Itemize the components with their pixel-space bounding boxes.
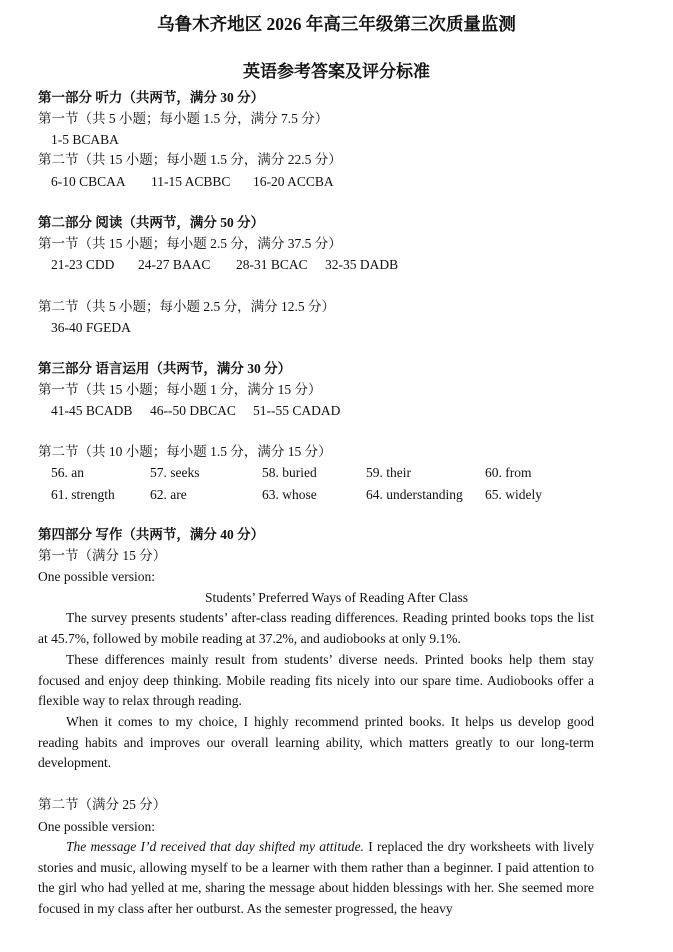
page-subtitle: 英语参考答案及评分标准: [243, 62, 430, 81]
part1-sec1-note: 第一节（共 5 小题；每小题 1.5 分，满分 7.5 分）: [38, 111, 329, 126]
blank-answer: 59. their: [366, 465, 411, 480]
blank-answer: 58. buried: [262, 465, 317, 480]
part4-heading: 第四部分 写作（共两节，满分 40 分）: [38, 527, 265, 542]
answer-group: 11-15 ACBBC: [151, 174, 231, 189]
story-text: I replaced the dry worksheets with lively stories and music, allowing myself to be a learner with them rather than a beginner. I paid attention to the girl who had yelled at me, sharing the message about hidden blessings with her. She seemed more focused in my class after her outburst. As the semester progressed, the heavy: [38, 839, 594, 916]
version-label: One possible version:: [38, 819, 155, 834]
part4-sec1-note: 第一节（满分 15 分）: [38, 548, 167, 563]
part2-heading: 第二部分 阅读（共两节，满分 50 分）: [38, 215, 265, 230]
blank-answer: 56. an: [51, 465, 84, 480]
blank-answer: 64. understanding: [366, 487, 463, 502]
answer-group: 24-27 BAAC: [138, 257, 211, 272]
essay-paragraph: The survey presents students’ after-class reading differences. Reading printed books tops the list at 45.7%, followed by mobile reading at 37.2%, and audiobooks at only 9.1%.: [38, 610, 594, 646]
page-title: 乌鲁木齐地区 2026 年高三年级第三次质量监测: [157, 14, 516, 34]
blank-answer: 57. seeks: [150, 465, 200, 480]
blank-answer: 63. whose: [262, 487, 317, 502]
answer-group: 46--50 DBCAC: [150, 403, 236, 418]
blank-answer: 62. are: [150, 487, 187, 502]
part1-heading: 第一部分 听力（共两节，满分 30 分）: [38, 90, 265, 105]
answer-group: 6-10 CBCAA: [51, 174, 126, 189]
blank-answer: 60. from: [485, 465, 532, 480]
essay-paragraph: When it comes to my choice, I highly recommend printed books. It helps us develop good reading habits and improves our overall learning ability, which matters greatly to our long-term development.: [38, 714, 594, 771]
part3-sec1-note: 第一节（共 15 小题；每小题 1 分，满分 15 分）: [38, 382, 322, 397]
part3-heading: 第三部分 语言运用（共两节，满分 30 分）: [38, 361, 292, 376]
answer-group: 1-5 BCABA: [51, 132, 119, 147]
part2-sec1-note: 第一节（共 15 小题；每小题 2.5 分，满分 37.5 分）: [38, 236, 342, 251]
blank-answer: 61. strength: [51, 487, 115, 502]
blank-answer: 65. widely: [485, 487, 542, 502]
answer-group: 21-23 CDD: [51, 257, 115, 272]
part1-sec2-note: 第二节（共 15 小题；每小题 1.5 分，满分 22.5 分）: [38, 152, 342, 167]
essay-title: Students’ Preferred Ways of Reading After Class: [204, 590, 469, 605]
answer-group: 16-20 ACCBA: [253, 174, 334, 189]
part2-sec2-note: 第二节（共 5 小题；每小题 2.5 分，满分 12.5 分）: [38, 299, 335, 314]
story-paragraph: [38, 837, 594, 919]
part3-sec2-note: 第二节（共 10 小题；每小题 1.5 分，满分 15 分）: [38, 444, 332, 459]
answer-group: 51--55 CADAD: [253, 403, 341, 418]
answer-group: 28-31 BCAC: [236, 257, 308, 272]
essay-paragraph: These differences mainly result from students’ diverse needs. Printed books help them stay focused and enjoy deep thinking. Mobile reading fits nicely into our spare time. Audiobooks offer a flexible way to relax through reading.: [38, 652, 594, 709]
answer-group: 32-35 DADB: [325, 257, 399, 272]
answer-group: 36-40 FGEDA: [51, 320, 131, 335]
part4-sec2-note: 第二节（满分 25 分）: [38, 797, 167, 812]
answer-group: 41-45 BCADB: [51, 403, 133, 418]
version-label: One possible version:: [38, 569, 155, 584]
story-lead-sentence: The message I’d received that day shifted my attitude.: [66, 839, 364, 854]
